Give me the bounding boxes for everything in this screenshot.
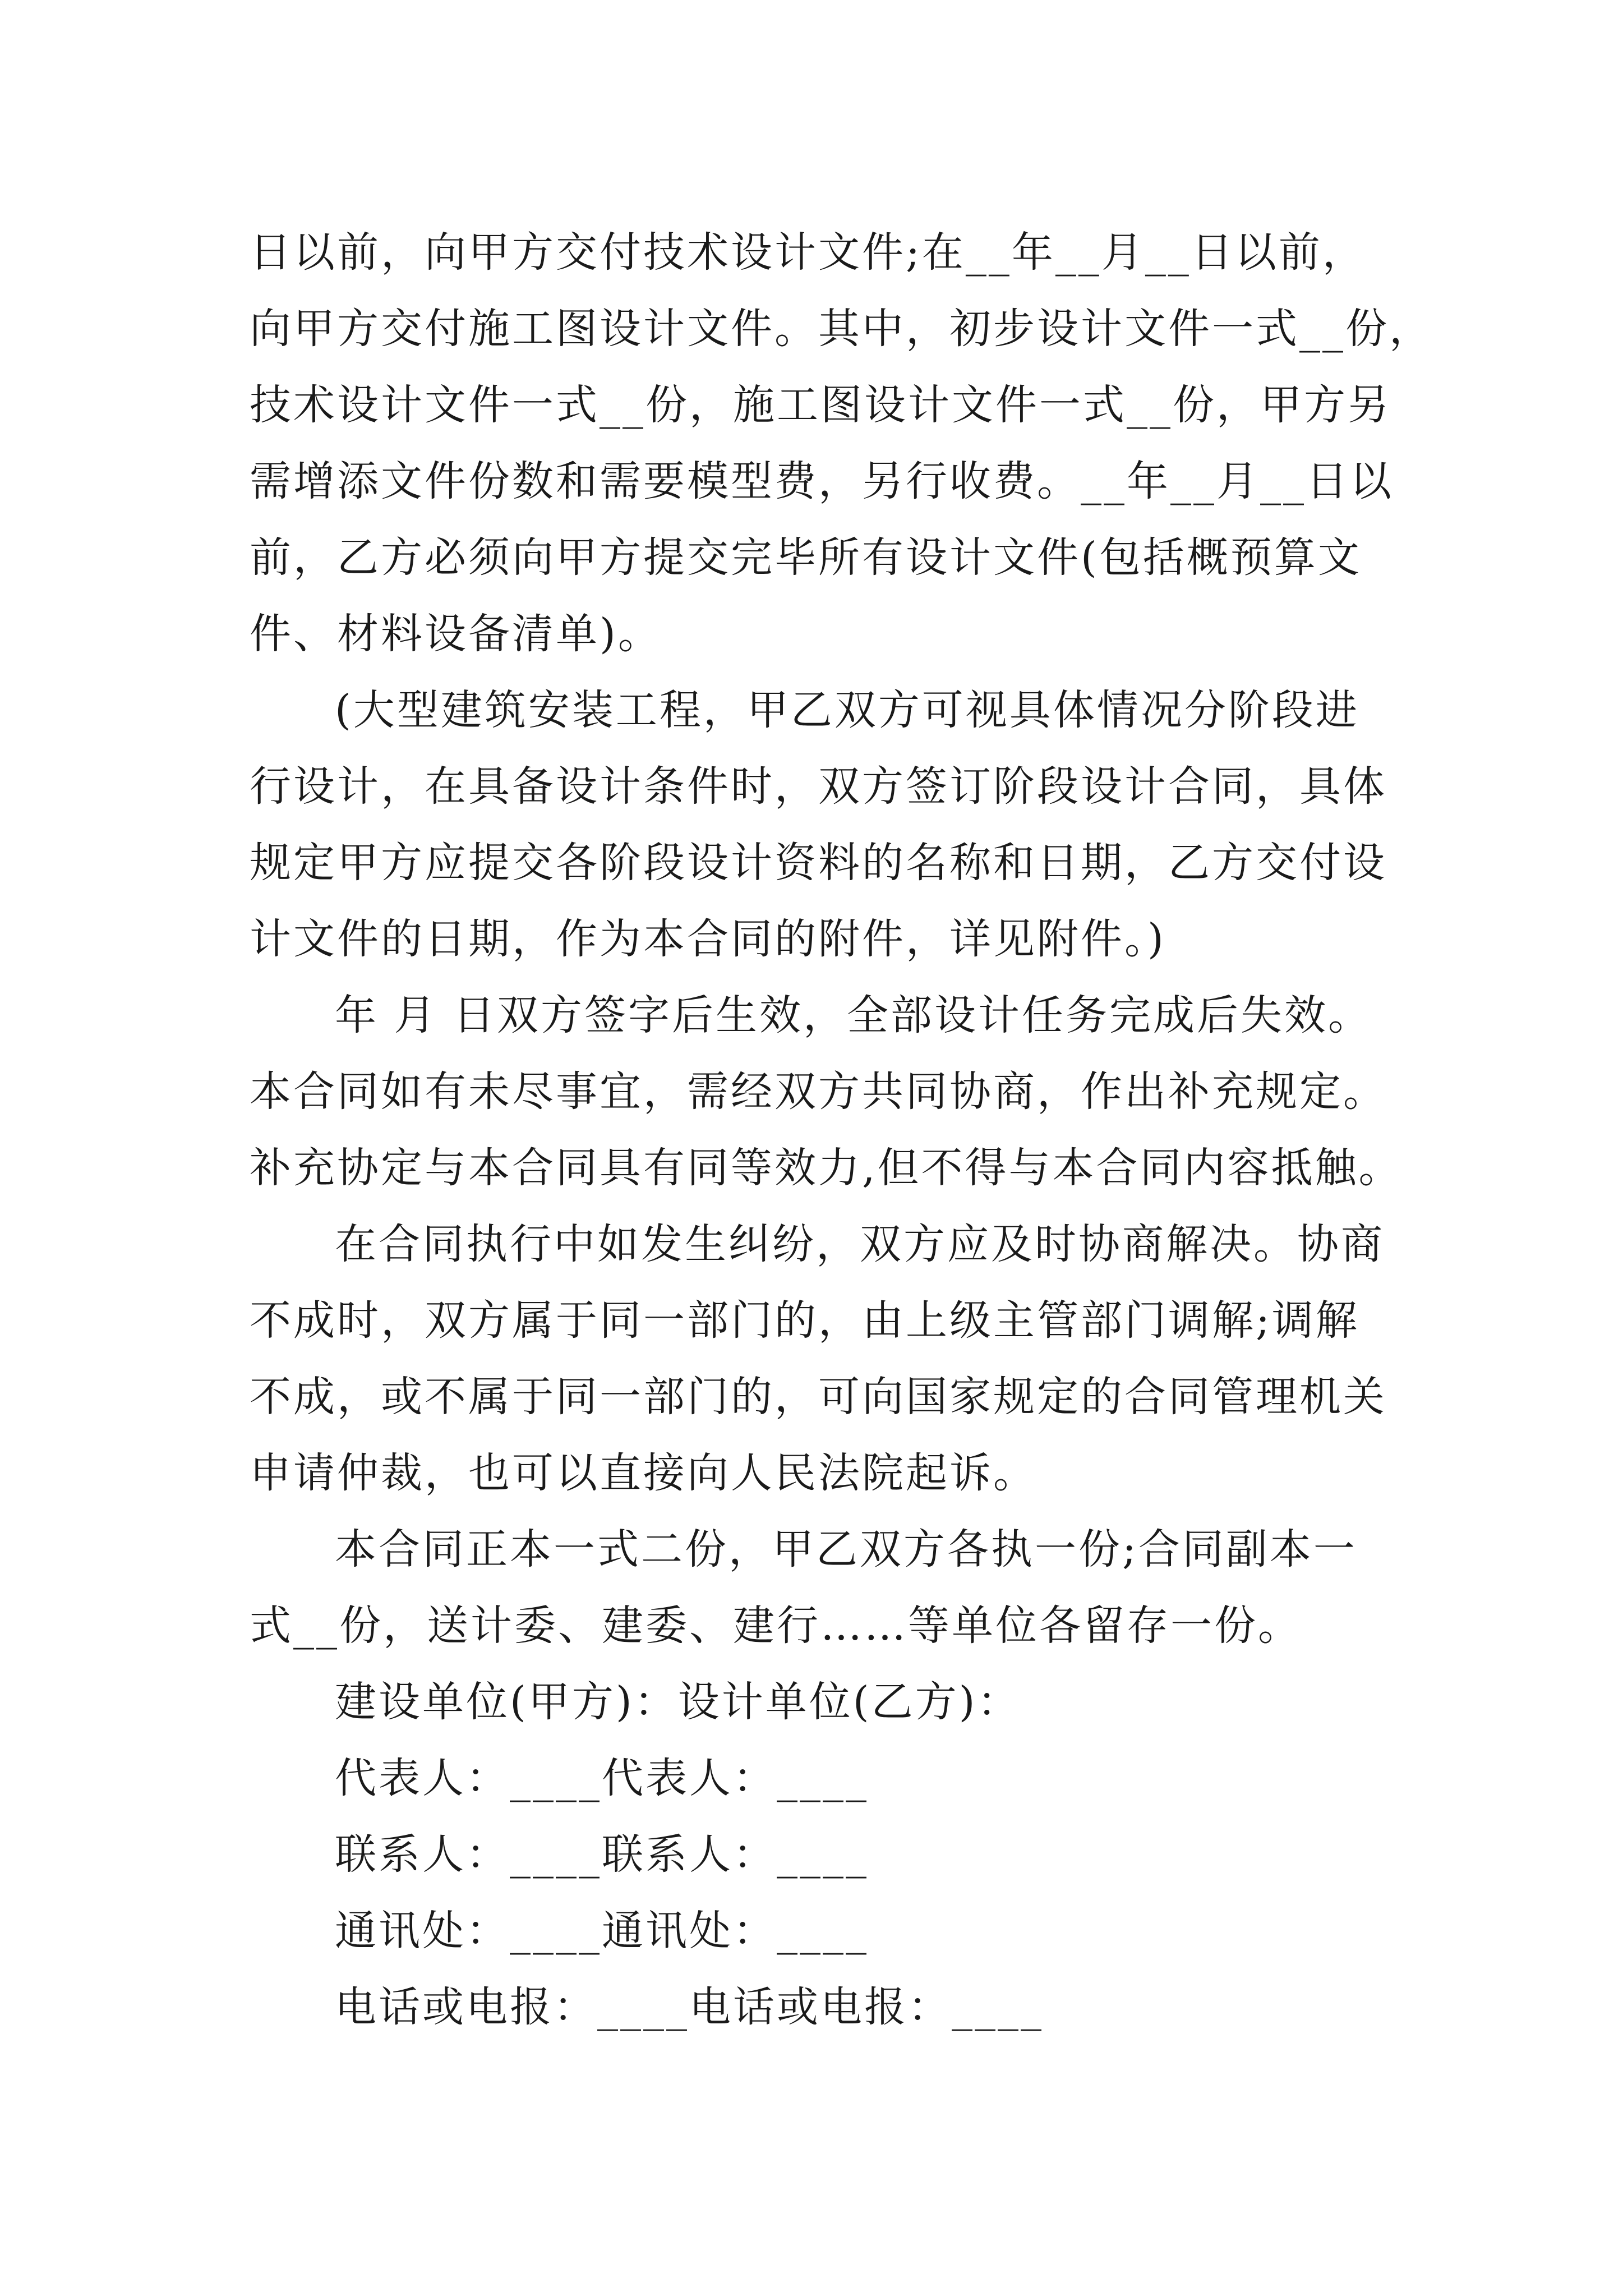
signature-phone: 电话或电报：____电话或电报：____ <box>335 1983 1044 2031</box>
signature-parties: 建设单位(甲方)：设计单位(乙方)： <box>335 1678 1021 1726</box>
text-line: 不成时，双方属于同一部门的，由上级主管部门调解;调解 <box>250 1296 1359 1345</box>
text-line: 不成，或不属于同一部门的，可向国家规定的合同管理机关 <box>250 1373 1387 1421</box>
text-line: 技术设计文件一式__份，施工图设计文件一式__份，甲方另 <box>250 381 1391 429</box>
text-line: 需增添文件份数和需要模型费，另行收费。__年__月__日以 <box>250 457 1394 505</box>
text-line: (大型建筑安装工程，甲乙双方可视具体情况分阶段进 <box>335 686 1359 734</box>
text-line: 件、材料设备清单)。 <box>250 610 662 658</box>
paragraph-delivery-schedule <box>250 214 1433 672</box>
text-line: 在合同执行中如发生纠纷，双方应及时协商解决。协商 <box>335 1220 1385 1268</box>
signature-block <box>250 1664 1382 2045</box>
text-line: 式__份，送计委、建委、建行……等单位各留存一份。 <box>250 1602 1302 1650</box>
paragraph-dispute-resolution <box>250 1206 1387 1511</box>
text-line: 行设计，在具备设计条件时，双方签订阶段设计合同，具体 <box>250 762 1387 811</box>
paragraph-staged-design-note <box>250 672 1387 977</box>
signature-contact-person: 联系人：____联系人：____ <box>335 1830 869 1879</box>
text-line: 申请仲裁，也可以直接向人民法院起诉。 <box>250 1449 1037 1497</box>
text-line: 本合同正本一式二份，甲乙双方各执一份;合同副本一 <box>335 1525 1357 1573</box>
paragraph-copies <box>250 1511 1382 1664</box>
paragraph-effective-date <box>250 977 1403 1206</box>
text-line: 本合同如有未尽事宜，需经双方共同协商，作出补充规定。 <box>250 1068 1387 1116</box>
text-line: 年 月 日双方签字后生效，全部设计任务完成后失效。 <box>335 991 1372 1039</box>
document-body <box>250 214 1433 2045</box>
text-line: 向甲方交付施工图设计文件。其中，初步设计文件一式__份， <box>250 305 1433 353</box>
signature-address: 通讯处：____通讯处：____ <box>335 1907 869 1955</box>
text-line: 日以前，向甲方交付技术设计文件;在__年__月__日以前， <box>250 228 1366 277</box>
text-line: 规定甲方应提交各阶段设计资料的名称和日期，乙方交付设 <box>250 839 1387 887</box>
text-line: 计文件的日期，作为本合同的附件，详见附件。) <box>250 915 1166 963</box>
signature-representative: 代表人：____代表人：____ <box>335 1754 869 1802</box>
text-line: 补充协定与本合同具有同等效力,但不得与本合同内容抵触。 <box>250 1144 1403 1192</box>
text-line: 前，乙方必须向甲方提交完毕所有设计文件(包括概预算文 <box>250 533 1362 582</box>
